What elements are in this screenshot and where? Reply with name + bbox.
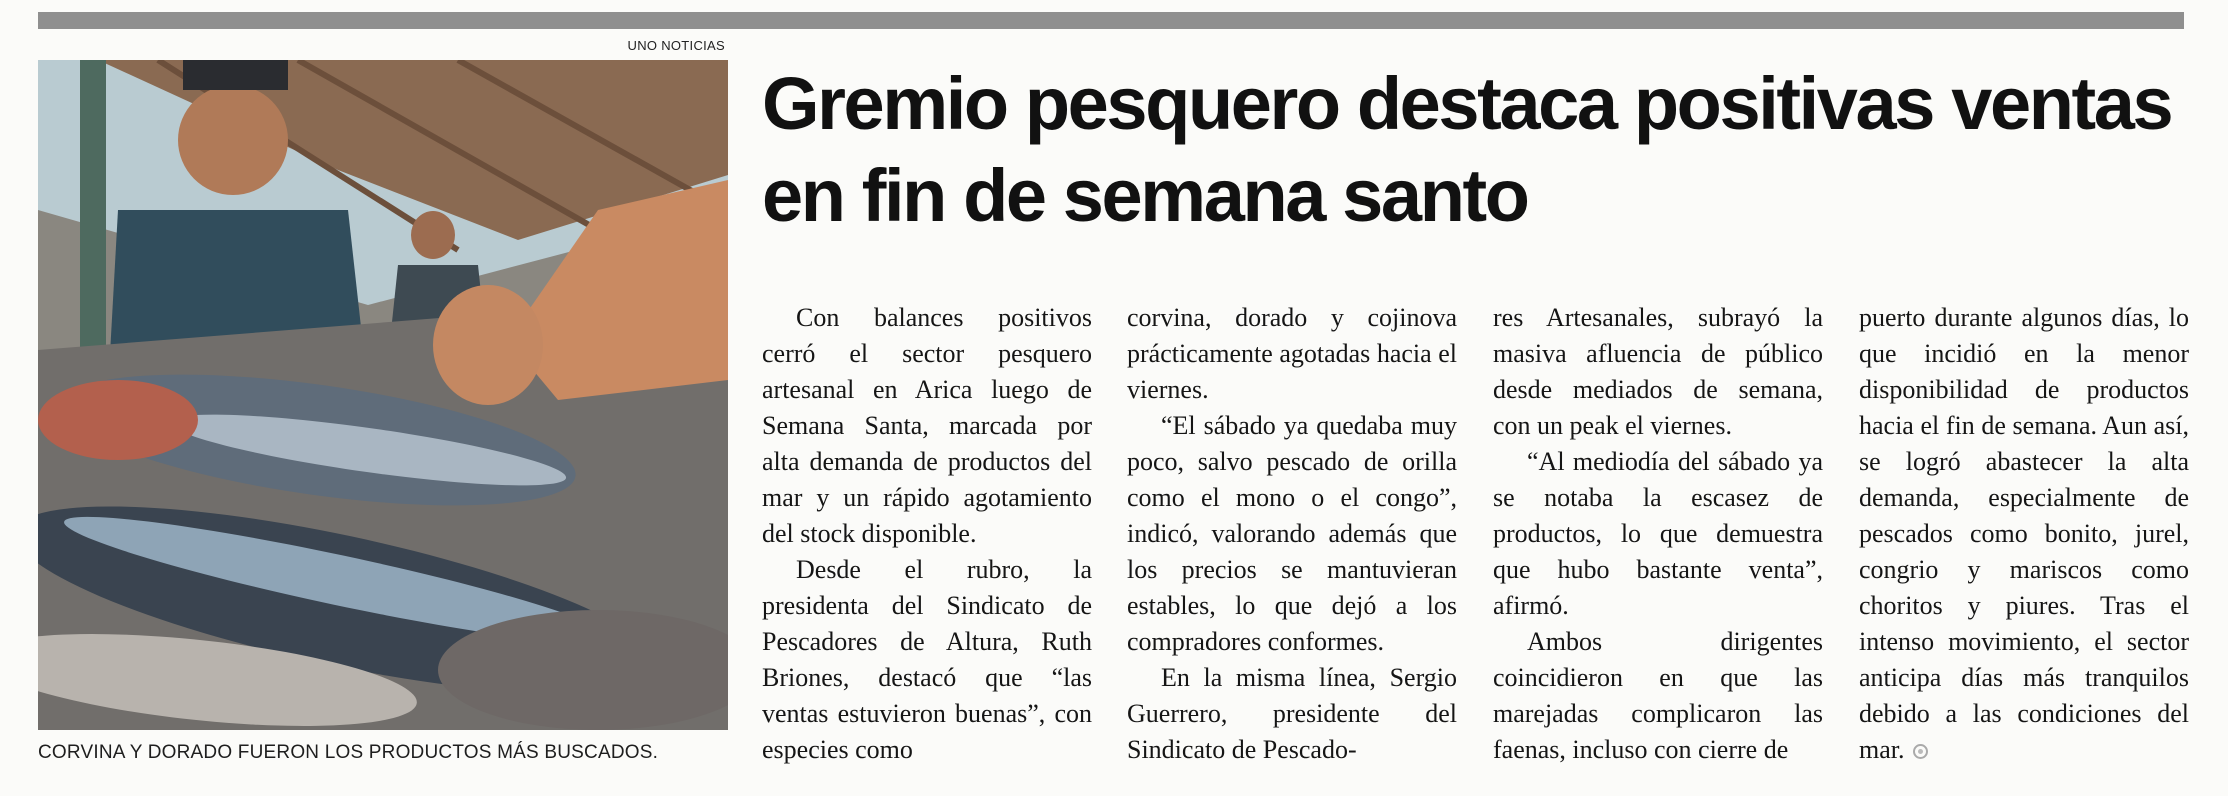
- paragraph: “Al mediodía del sábado ya se notaba la escasez de productos, lo que demuestra que hubo bastante venta”, afirmó.: [1493, 447, 1823, 620]
- paragraph: En la misma línea, Sergio Guerrero, presidente del Sindicato de Pescado-: [1127, 663, 1457, 764]
- photo-caption: CORVINA Y DORADO FUERON LOS PRODUCTOS MÁS BUSCADOS.: [38, 742, 659, 763]
- top-rule: [38, 12, 2184, 29]
- paragraph-final: [1859, 300, 2189, 768]
- article-photo: [38, 60, 728, 730]
- fish-market-photo: [38, 60, 728, 730]
- paragraph: “El sábado ya quedaba muy poco, salvo pescado de orilla como el mono o el congo”, indicó, valorando además que los precios se mantuvieran estables, lo que dejó a los compradores conformes.: [1127, 411, 1457, 656]
- paragraph: Desde el rubro, la presidenta del Sindicato de Pescadores de Altura, Ruth Briones, destacó que “las ventas estuvieron buenas”, con especies como: [762, 555, 1092, 764]
- headline: Gremio pesquero destaca positivas ventas en fin de semana santo: [762, 62, 2172, 237]
- paragraph: Con balances positivos cerró el sector pesquero artesanal en Arica luego de Semana Santa, marcada por alta demanda de productos del mar y un rápido agotamiento del stock disponible.: [762, 303, 1092, 548]
- body-column-2: [1127, 300, 1457, 768]
- paragraph: puerto durante algunos días, lo que incidió en la menor disponibilidad de productos hacia el fin de semana. Aun así, se logró abastecer la alta demanda, especialmente de pescados como bonito, jurel, congrio y mariscos como choritos y piures. Tras el intenso movimiento, el sector anticipa días más tranquilos debido a las condiciones del mar.: [1859, 303, 2189, 764]
- paragraph: res Artesanales, subrayó la masiva afluencia de público desde mediados de semana, con un peak el viernes.: [1493, 303, 1823, 440]
- body-column-3: [1493, 300, 1823, 768]
- paragraph: Ambos dirigentes coincidieron en que las marejadas complicaron las faenas, incluso con cierre de: [1493, 627, 1823, 764]
- body-column-1: [762, 300, 1092, 768]
- photo-credit: UNO NOTICIAS: [627, 38, 725, 53]
- body-column-4: [1859, 300, 2189, 768]
- paragraph: corvina, dorado y cojinova prácticamente agotadas hacia el viernes.: [1127, 303, 1457, 404]
- end-of-article-mark-icon: [1913, 744, 1928, 759]
